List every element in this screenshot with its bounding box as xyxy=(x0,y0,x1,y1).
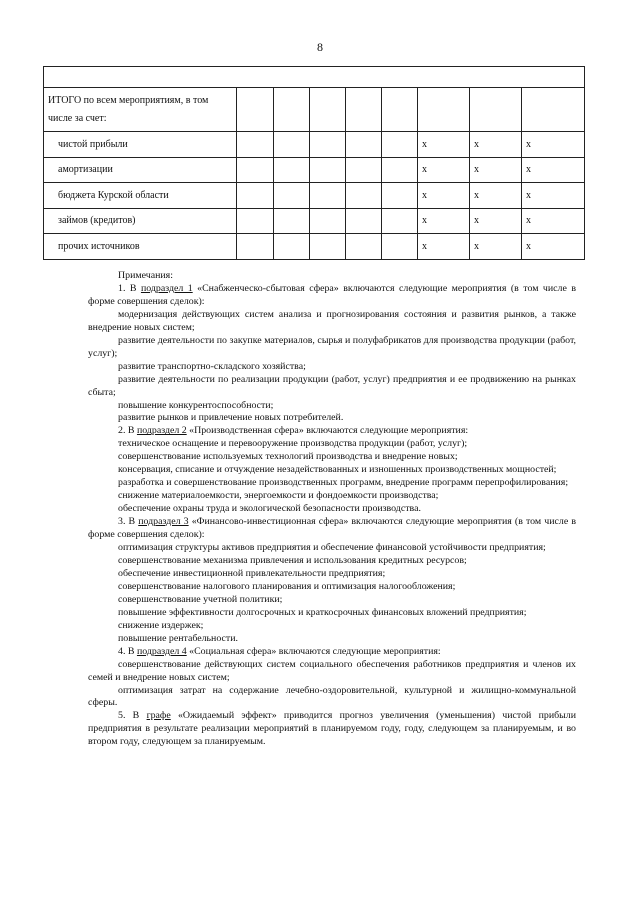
cross-mark: x xyxy=(470,132,522,158)
table-cell xyxy=(44,67,585,88)
note-4: 4. В подраздел 4 «Социальная сфера» включаются следующие мероприятия: xyxy=(118,645,441,657)
list-item: совершенствование используемых технологий производства и внедрение новых; xyxy=(118,451,458,463)
table-cell xyxy=(346,132,382,158)
table-cell xyxy=(382,234,418,260)
list-item: оптимизация затрат на содержание лечебно-оздоровительной, культурной и жилищно-коммунальной сферы. xyxy=(88,684,576,709)
list-item: развитие рынков и привлечение новых потребителей. xyxy=(118,412,344,424)
table-cell xyxy=(274,157,310,183)
list-item: повышение конкурентоспособности; xyxy=(118,399,274,411)
list-item: повышение эффективности долгосрочных и краткосрочных финансовых вложений предприятия; xyxy=(118,606,527,618)
subsection-3-link[interactable]: подраздел 3 xyxy=(138,516,189,528)
list-item: совершенствование механизма привлечения и использования кредитных ресурсов; xyxy=(118,554,467,566)
row-label: чистой прибыли xyxy=(44,132,237,158)
row-label: амортизации xyxy=(44,157,237,183)
cross-mark: x xyxy=(418,208,470,234)
table-cell xyxy=(237,183,274,209)
cross-mark: x xyxy=(522,157,585,183)
list-item: повышение рентабельности. xyxy=(118,632,238,644)
table-cell xyxy=(274,88,310,132)
subsection-2-link[interactable]: подраздел 2 xyxy=(136,425,187,437)
page-number: 8 xyxy=(317,40,323,54)
cross-mark: x xyxy=(470,157,522,183)
note-3: 3. В подраздел 3 «Финансово-инвестиционная сфера» включаются следующие мероприятия (в том числе в форме совершения сделок): xyxy=(88,516,576,541)
table-cell xyxy=(274,132,310,158)
list-item: обеспечение инвестиционной привлекательности предприятия; xyxy=(118,567,386,579)
cross-mark: x xyxy=(522,208,585,234)
table-cell xyxy=(346,88,382,132)
table-cell xyxy=(310,88,346,132)
subsection-1-link[interactable]: подраздел 1 xyxy=(140,282,193,294)
table-row xyxy=(44,234,585,260)
table-cell xyxy=(274,234,310,260)
table-cell xyxy=(310,234,346,260)
row-label: прочих источников xyxy=(44,234,237,260)
list-item: техническое оснащение и перевооружение производства продукции (работ, услуг); xyxy=(118,438,468,450)
list-item: модернизация действующих систем анализа и прогнозирования состояния и развития рынков, а также внедрение новых систем; xyxy=(88,308,576,333)
list-item: консервация, списание и отчуждение незадействованных и изношенных производственных мощностей; xyxy=(118,464,557,476)
table-cell xyxy=(346,234,382,260)
table-cell xyxy=(237,234,274,260)
cross-mark: x xyxy=(470,183,522,209)
cross-mark: x xyxy=(522,234,585,260)
table-cell xyxy=(522,88,585,132)
financing-table xyxy=(43,66,585,260)
table-cell xyxy=(237,88,274,132)
table-cell xyxy=(382,132,418,158)
table-cell xyxy=(346,208,382,234)
table-cell xyxy=(310,132,346,158)
table-cell xyxy=(274,183,310,209)
list-item: развитие транспортно-складского хозяйства; xyxy=(118,360,306,372)
cross-mark: x xyxy=(418,132,470,158)
table-cell xyxy=(382,157,418,183)
notes-section xyxy=(88,270,576,749)
list-item: обеспечение охраны труда и экологической безопасности производства. xyxy=(118,503,421,515)
table-cell xyxy=(237,157,274,183)
row-label: бюджета Курской области xyxy=(44,183,237,209)
table-blank-row xyxy=(44,67,585,88)
table-cell xyxy=(382,208,418,234)
list-item: совершенствование учетной политики; xyxy=(118,593,283,605)
table-cell xyxy=(237,132,274,158)
list-item: снижение издержек; xyxy=(118,619,204,631)
table-cell xyxy=(310,157,346,183)
note-2: 2. В подраздел 2 «Производственная сфера» включаются следующие мероприятия: xyxy=(118,425,469,437)
table-cell xyxy=(346,157,382,183)
list-item: совершенствование налогового планирования и оптимизация налогообложения; xyxy=(118,580,456,592)
table-row xyxy=(44,208,585,234)
subsection-4-link[interactable]: подраздел 4 xyxy=(136,645,187,657)
column-link[interactable]: графе xyxy=(146,710,171,722)
cross-mark: x xyxy=(418,234,470,260)
table-cell xyxy=(382,183,418,209)
notes-heading: Примечания: xyxy=(118,270,173,281)
table-cell xyxy=(346,183,382,209)
note-1: 1. В подраздел 1 «Снабженческо-сбытовая сфера» включаются следующие мероприятия (в том числе в форме совершения сделок): xyxy=(88,282,576,307)
cross-mark: x xyxy=(522,183,585,209)
note-5: 5. В графе «Ожидаемый эффект» приводится прогноз увеличения (уменьшения) чистой прибыли предприятия в результате реализации мероприятий в планируемом году, году, следующем за планируемым, и во втором году, следующем за планируемым. xyxy=(88,710,576,748)
list-item: оптимизация структуры активов предприятия и обеспечение финансовой устойчивости предприятия; xyxy=(118,542,546,554)
table-cell xyxy=(382,88,418,132)
table-row xyxy=(44,132,585,158)
table-row xyxy=(44,183,585,209)
list-item: совершенствование действующих систем социального обеспечения работников предприятия и членов их семей и внедрение новых систем; xyxy=(88,658,576,683)
cross-mark: x xyxy=(522,132,585,158)
cross-mark: x xyxy=(470,208,522,234)
table-row xyxy=(44,157,585,183)
table-cell xyxy=(470,88,522,132)
list-item: разработка и совершенствование производственных программ, внедрение программ перепрофилирования; xyxy=(118,477,569,489)
total-label: ИТОГО по всем мероприятиям, в том числе за счет: xyxy=(44,88,237,132)
table-cell xyxy=(310,183,346,209)
list-item: снижение материалоемкости, энергоемкости и фондоемкости производства; xyxy=(118,490,439,502)
list-item: развитие деятельности по реализации продукции (работ, услуг) предприятия и ее продвижению на рынках сбыта; xyxy=(88,373,576,398)
cross-mark: x xyxy=(418,157,470,183)
cross-mark: x xyxy=(418,183,470,209)
table-cell xyxy=(418,88,470,132)
cross-mark: x xyxy=(470,234,522,260)
row-label: займов (кредитов) xyxy=(44,208,237,234)
list-item: развитие деятельности по закупке материалов, сырья и полуфабрикатов для производства продукции (работ, услуг); xyxy=(88,334,576,359)
table-total-row xyxy=(44,88,585,132)
table-cell xyxy=(274,208,310,234)
table-cell xyxy=(237,208,274,234)
table-cell xyxy=(310,208,346,234)
